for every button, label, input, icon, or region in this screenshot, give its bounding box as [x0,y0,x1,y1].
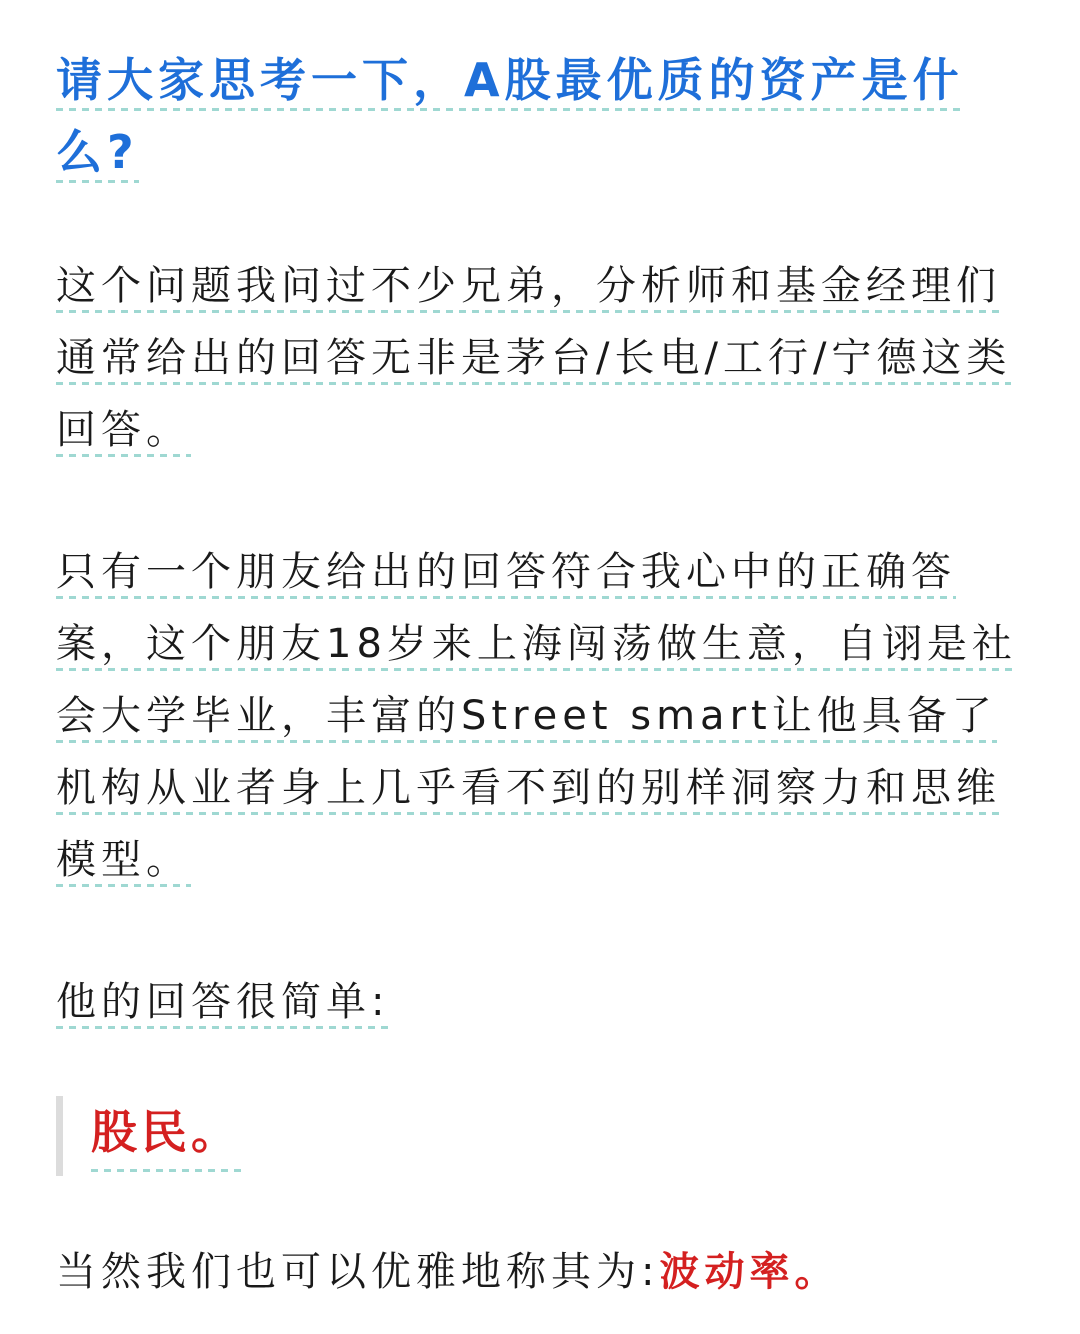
blockquote [56,1096,1028,1176]
paragraph-3 [56,966,1028,1038]
spacer [56,896,1028,966]
article-title-text: 请大家思考一下，A股最优质的资产是什么? [56,53,964,187]
quote-text: 股民。 [91,1096,241,1176]
paragraph-4 [56,1236,1028,1308]
spacer [56,188,1028,250]
paragraph-4-highlight: 波动率。 [659,1249,840,1295]
paragraph-1-text: 这个问题我问过不少兄弟，分析师和基金经理们通常给出的回答无非是茅台/长电/工行/宁德这类回答。 [56,263,1011,461]
paragraph-3-text: 他的回答很简单: [56,979,389,1033]
spacer [56,1176,1028,1236]
paragraph-1 [56,250,1028,466]
article-body [56,44,1028,1308]
spacer [56,466,1028,536]
paragraph-2 [56,536,1028,896]
paragraph-2-text: 只有一个朋友给出的回答符合我心中的正确答案，这个朋友18岁来上海闯荡做生意，自诩是社会大学毕业，丰富的Street smart让他具备了机构从业者身上几乎看不到的别样洞察力和思维模型。 [56,549,1017,891]
spacer [56,1038,1028,1096]
article-title [56,44,1028,188]
paragraph-4-prefix: 当然我们也可以优雅地称其为: [56,1249,660,1295]
